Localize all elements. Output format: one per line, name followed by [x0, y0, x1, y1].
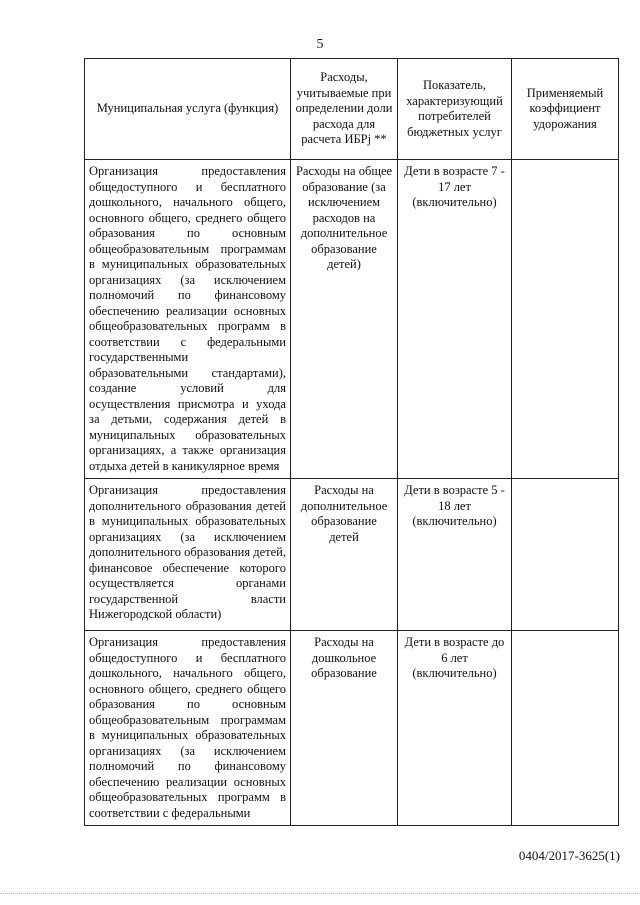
- table-row: [85, 631, 619, 826]
- table-header-row: [85, 59, 619, 160]
- header-expenses-text: Расходы, учитываемые при определении доли расхода для расчета ИБРj **: [295, 70, 393, 147]
- header-coefficient: Применяемый коэффициент удорожания: [512, 59, 619, 160]
- cell-coefficient: [512, 479, 619, 631]
- cell-coefficient: [512, 631, 619, 826]
- cell-expenses: Расходы на дошкольное образование: [291, 631, 398, 826]
- page-edge-divider: [0, 893, 640, 895]
- budget-table: [84, 58, 619, 826]
- cell-coefficient: [512, 160, 619, 479]
- cell-indicator: Дети в возрасте до 6 лет (включительно): [398, 631, 512, 826]
- cell-service: Организация предоставления дополнительного образования детей в муниципальных образовательных организациях (за исключением дополнительного образования детей, финансовое обеспечение которого осуществляется органами государственной власти Нижегородской области): [85, 479, 291, 631]
- header-expenses: [291, 59, 398, 160]
- cell-indicator: Дети в возрасте 5 - 18 лет (включительно): [398, 479, 512, 631]
- cell-expenses: Расходы на общее образование (за исключением расходов на дополнительное образование детей): [291, 160, 398, 479]
- page-number: 5: [316, 37, 324, 52]
- cell-expenses: Расходы на дополнительное образование детей: [291, 479, 398, 631]
- cell-service: Организация предоставления общедоступного и бесплатного дошкольного, начального общего, основного общего, среднего общего образования по основным общеобразовательным программам в муниципальных образовательных организациях (за исключением полномочий по финансовому обеспечению реализации основных общеобразовательных программ в соответствии с федеральными: [85, 631, 291, 826]
- table-row: [85, 479, 619, 631]
- header-indicator: Показатель, характеризующий потребителей бюджетных услуг: [398, 59, 512, 160]
- header-service: Муниципальная услуга (функция): [85, 59, 291, 160]
- table-row: [85, 160, 619, 479]
- cell-service: Организация предоставления общедоступного и бесплатного дошкольного, начального общего, основного общего, среднего общего образования по основным общеобразовательным программам в муниципальных образовательных организациях (за исключением полномочий по финансовому обеспечению реализации основных общеобразовательных программ в соответствии с федеральными государственными образовательными стандартами), создание условий для осуществления присмотра и ухода за детьми, содержания детей в муниципальных образовательных организациях, а также организация отдыха детей в каникулярное время: [85, 160, 291, 479]
- cell-indicator: Дети в возрасте 7 - 17 лет (включительно): [398, 160, 512, 479]
- document-code: 0404/2017-3625(1): [518, 848, 620, 863]
